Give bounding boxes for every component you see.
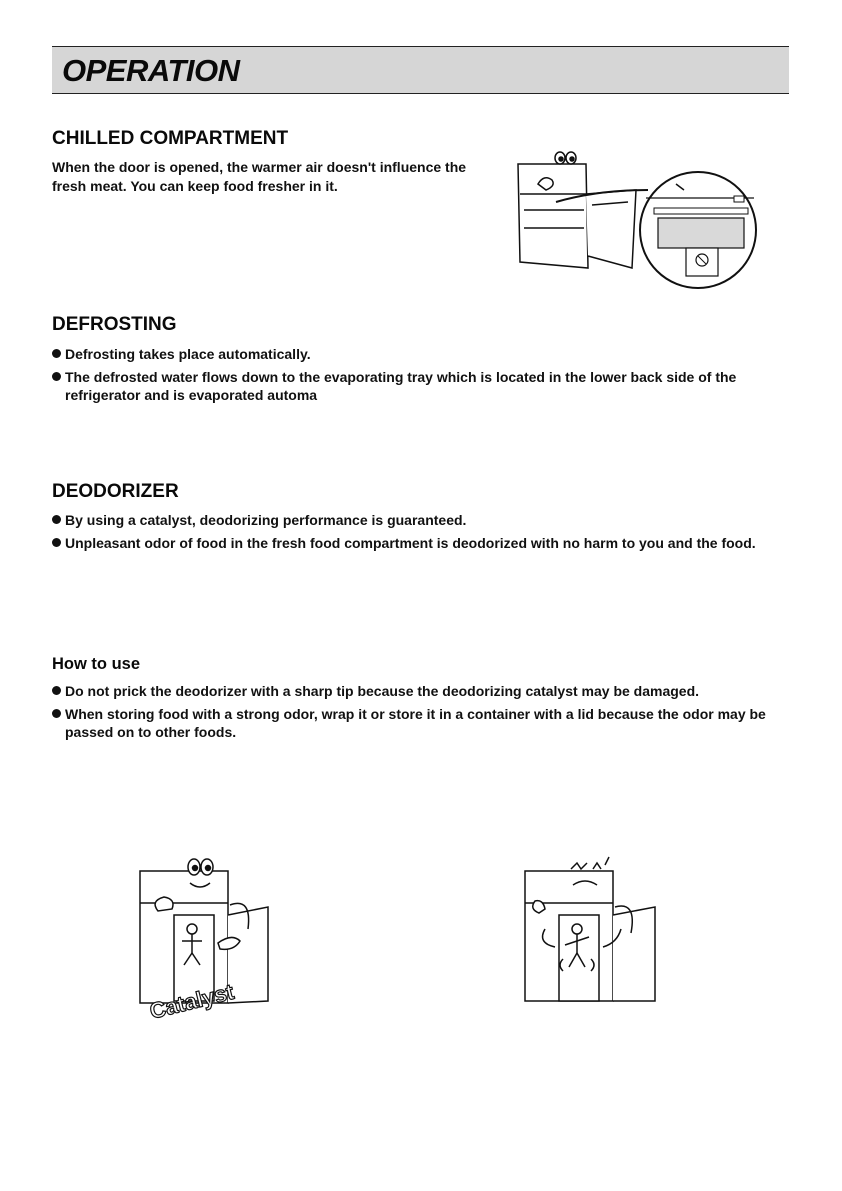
how-to-use-list [52, 682, 797, 746]
deodorizer-heading: DEODORIZER [52, 481, 179, 502]
chilled-compartment-illustration [508, 150, 764, 292]
list-item: When storing food with a strong odor, wrap it or store it in a container with a lid because the odor may be passed on to other foods. [52, 705, 797, 741]
upset-refrigerator-icon [525, 857, 655, 1001]
catalyst-illustration [130, 855, 280, 1030]
chilled-compartment-heading: CHILLED COMPARTMENT [52, 128, 289, 149]
list-item: Do not prick the deodorizer with a sharp tip because the deodorizing catalyst may be damaged. [52, 682, 797, 700]
defrosting-list [52, 345, 797, 409]
how-to-use-heading: How to use [52, 655, 141, 673]
page-title-banner [52, 46, 789, 94]
defrosting-heading: DEFROSTING [52, 314, 177, 335]
refrigerator-cartoon-icon [518, 152, 648, 268]
odor-illustration [515, 855, 665, 1015]
page-title: OPERATION [62, 53, 240, 88]
happy-refrigerator-icon [140, 859, 268, 1003]
deodorizer-list [52, 511, 797, 557]
chilled-compartment-text: When the door is opened, the warmer air doesn't influence the fresh meat. You can keep food fresher in it. [52, 159, 467, 194]
list-item: By using a catalyst, deodorizing performance is guaranteed. [52, 511, 797, 529]
list-item: Defrosting takes place automatically. [52, 345, 797, 363]
list-item: The defrosted water flows down to the evaporating tray which is located in the lower back side of the refrigerator and is evaporated automa [52, 368, 797, 404]
list-item: Unpleasant odor of food in the fresh food compartment is deodorized with no harm to you and the food. [52, 534, 797, 552]
chilled-compartment-zoom-icon [640, 172, 756, 288]
catalyst-label: Catalyst [147, 978, 237, 1024]
